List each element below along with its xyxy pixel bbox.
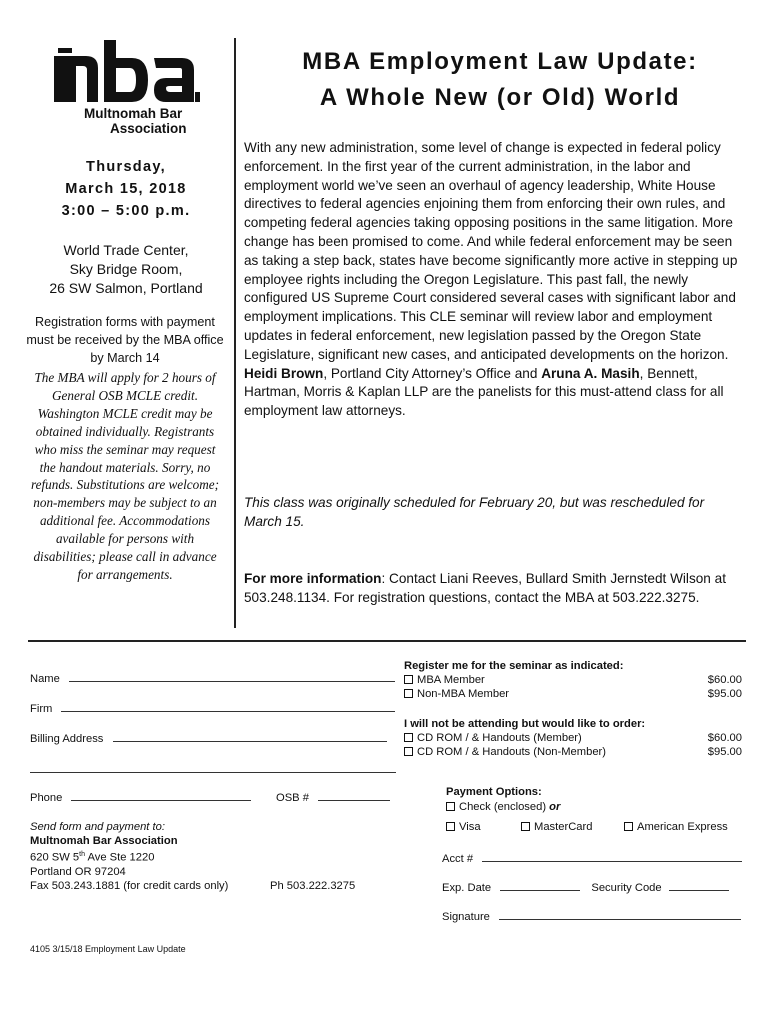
fax-number: Fax 503.243.1881 (for credit cards only) xyxy=(30,879,229,892)
event-date: March 15, 2018 xyxy=(65,181,187,197)
footer-code: 4105 3/15/18 Employment Law Update xyxy=(30,944,186,954)
name-row xyxy=(30,671,395,686)
register-heading: Register me for the seminar as indicated: xyxy=(404,660,624,672)
event-time: 3:00 – 5:00 p.m. xyxy=(61,203,191,219)
option-check[interactable]: Check (enclosed) or xyxy=(446,800,560,814)
checkbox-cd-member[interactable] xyxy=(404,733,413,742)
fax-phone-row xyxy=(30,879,400,893)
or-label: or xyxy=(549,801,561,813)
venue-line1: World Trade Center, xyxy=(63,242,189,258)
seminar-description xyxy=(244,139,744,421)
logo-org-name xyxy=(84,106,224,136)
title-line2: A Whole New (or Old) World xyxy=(319,84,681,111)
osb-label: OSB # xyxy=(276,792,309,804)
payment-heading: Payment Options: xyxy=(446,786,542,798)
price-mba-member: $60.00 xyxy=(707,674,742,686)
price-cd-non-member: $95.00 xyxy=(707,746,742,758)
checkbox-visa[interactable] xyxy=(446,822,455,831)
panelist-aruna-masih: Aruna A. Masih xyxy=(541,365,640,381)
horizontal-divider xyxy=(28,640,746,642)
osb-field[interactable] xyxy=(318,790,390,801)
billing-label: Billing Address xyxy=(30,733,104,745)
registration-deadline-note: Registration forms with payment must be received by the MBA office by March 14 xyxy=(26,315,224,365)
mba-logo-mark xyxy=(54,40,200,104)
mailing-org: Multnomah Bar Association xyxy=(30,835,178,847)
security-code-field[interactable] xyxy=(669,880,729,891)
venue-line2: Sky Bridge Room, xyxy=(69,261,183,277)
billing-address-field-2[interactable] xyxy=(30,762,396,773)
option-amex[interactable]: American Express xyxy=(624,820,728,834)
billing-row xyxy=(30,731,387,746)
logo-name-line2: Association xyxy=(110,121,187,136)
checkbox-mastercard[interactable] xyxy=(521,822,530,831)
acct-row xyxy=(442,851,742,866)
name-label: Name xyxy=(30,673,60,685)
description-intro: With any new administration, some level of change is expected in federal policy enforcement. In the first year of the current administration, in the labor and employment world we’ve seen an overhaul of agency leadership, White House directives to federal agencies enjoining them from enforcing their own rules, and competing federal agencies taking opposing positions in the same litigation. More change has been promised to come. And while federal enforcement may be seen as taking a step back, states have become significantly more active in stepping up employee rights including the Oregon Legislature. This past fall, the newly configured US Supreme Court considered several cases with significant labor and employment implications. This CLE seminar will review labor and employment updates in federal enforcement, new legislation passed by the Oregon State Legislature, significant new cases, and anticipated developments on the horizon. xyxy=(244,140,738,362)
signature-field[interactable] xyxy=(499,909,741,920)
mba-logo xyxy=(54,40,200,104)
exp-field[interactable] xyxy=(500,880,580,891)
exp-label: Exp. Date xyxy=(442,882,492,894)
option-visa[interactable]: Visa xyxy=(446,820,481,834)
price-non-mba-member: $95.00 xyxy=(707,688,742,700)
phone-row xyxy=(30,790,251,805)
logo-name-line1: Multnomah Bar xyxy=(84,106,183,121)
checkbox-non-mba-member[interactable] xyxy=(404,689,413,698)
firm-field[interactable] xyxy=(61,701,395,712)
description-closing: , Bennett, Hartman, Morris & Kaplan LLP are the panelists for this must-attend class for all employment law attorneys. xyxy=(244,365,724,419)
firm-label: Firm xyxy=(30,703,53,715)
venue-line3: 26 SW Salmon, Portland xyxy=(49,280,203,296)
panelist1-org: , Portland City Attorney’s Office and xyxy=(323,365,542,381)
checkbox-cd-non-member[interactable] xyxy=(404,747,413,756)
vertical-divider xyxy=(234,38,236,628)
osb-row xyxy=(276,790,390,805)
option-cd-member[interactable]: CD ROM / & Handouts (Member) $60.00 xyxy=(404,731,742,745)
phone-label: Phone xyxy=(30,792,63,804)
mailing-street: 620 SW 5th Ave Ste 1220 xyxy=(30,851,155,864)
more-info-text: : Contact Liani Reeves, Bullard Smith Jernstedt Wilson at 503.248.1134. For registration questions, contact the MBA at 503.222.3275. xyxy=(244,571,726,605)
more-info xyxy=(244,570,744,608)
signature-row xyxy=(442,909,741,924)
mcle-note: The MBA will apply for 2 hours of General OSB MCLE credit. Washington MCLE credit may be obtained individually. Registrants who miss the seminar may request the handout materials. Sorry, no refunds. Substitutions are welcome; non-members may be subject to an additional fee. Accommodations available for persons with disabilities; please call in advance for arrangements. xyxy=(30,370,220,582)
event-datetime xyxy=(30,156,222,222)
security-label: Security Code xyxy=(591,882,662,894)
reschedule-note: This class was originally scheduled for February 20, but was rescheduled for March 15. xyxy=(244,495,705,529)
title-line1: MBA Employment Law Update: xyxy=(302,48,698,75)
send-label: Send form and payment to: xyxy=(30,821,165,833)
acct-label: Acct # xyxy=(442,853,474,865)
acct-field[interactable] xyxy=(482,851,742,862)
exp-row xyxy=(442,880,729,895)
page-title xyxy=(240,44,760,116)
phone-field[interactable] xyxy=(71,790,251,801)
panelist-heidi-brown: Heidi Brown xyxy=(244,365,324,381)
checkbox-amex[interactable] xyxy=(624,822,633,831)
mailing-city: Portland OR 97204 xyxy=(30,865,126,878)
name-field[interactable] xyxy=(69,671,395,682)
event-day: Thursday, xyxy=(86,159,166,175)
office-phone: Ph 503.222.3275 xyxy=(270,879,356,892)
billing-address-field[interactable] xyxy=(113,731,387,742)
signature-label: Signature xyxy=(442,911,490,923)
firm-row xyxy=(30,701,395,716)
option-mba-member[interactable]: MBA Member $60.00 xyxy=(404,673,742,687)
order-heading: I will not be attending but would like to order: xyxy=(404,718,646,730)
option-cd-non-member[interactable]: CD ROM / & Handouts (Non-Member) $95.00 xyxy=(404,745,742,759)
option-mastercard[interactable]: MasterCard xyxy=(521,820,592,834)
option-non-mba-member[interactable]: Non-MBA Member $95.00 xyxy=(404,687,742,701)
event-venue xyxy=(30,241,222,298)
registration-options xyxy=(404,659,742,759)
checkbox-mba-member[interactable] xyxy=(404,675,413,684)
price-cd-member: $60.00 xyxy=(707,732,742,744)
checkbox-check[interactable] xyxy=(446,802,455,811)
more-info-label: For more information xyxy=(244,571,382,586)
mailing-info xyxy=(30,820,400,893)
